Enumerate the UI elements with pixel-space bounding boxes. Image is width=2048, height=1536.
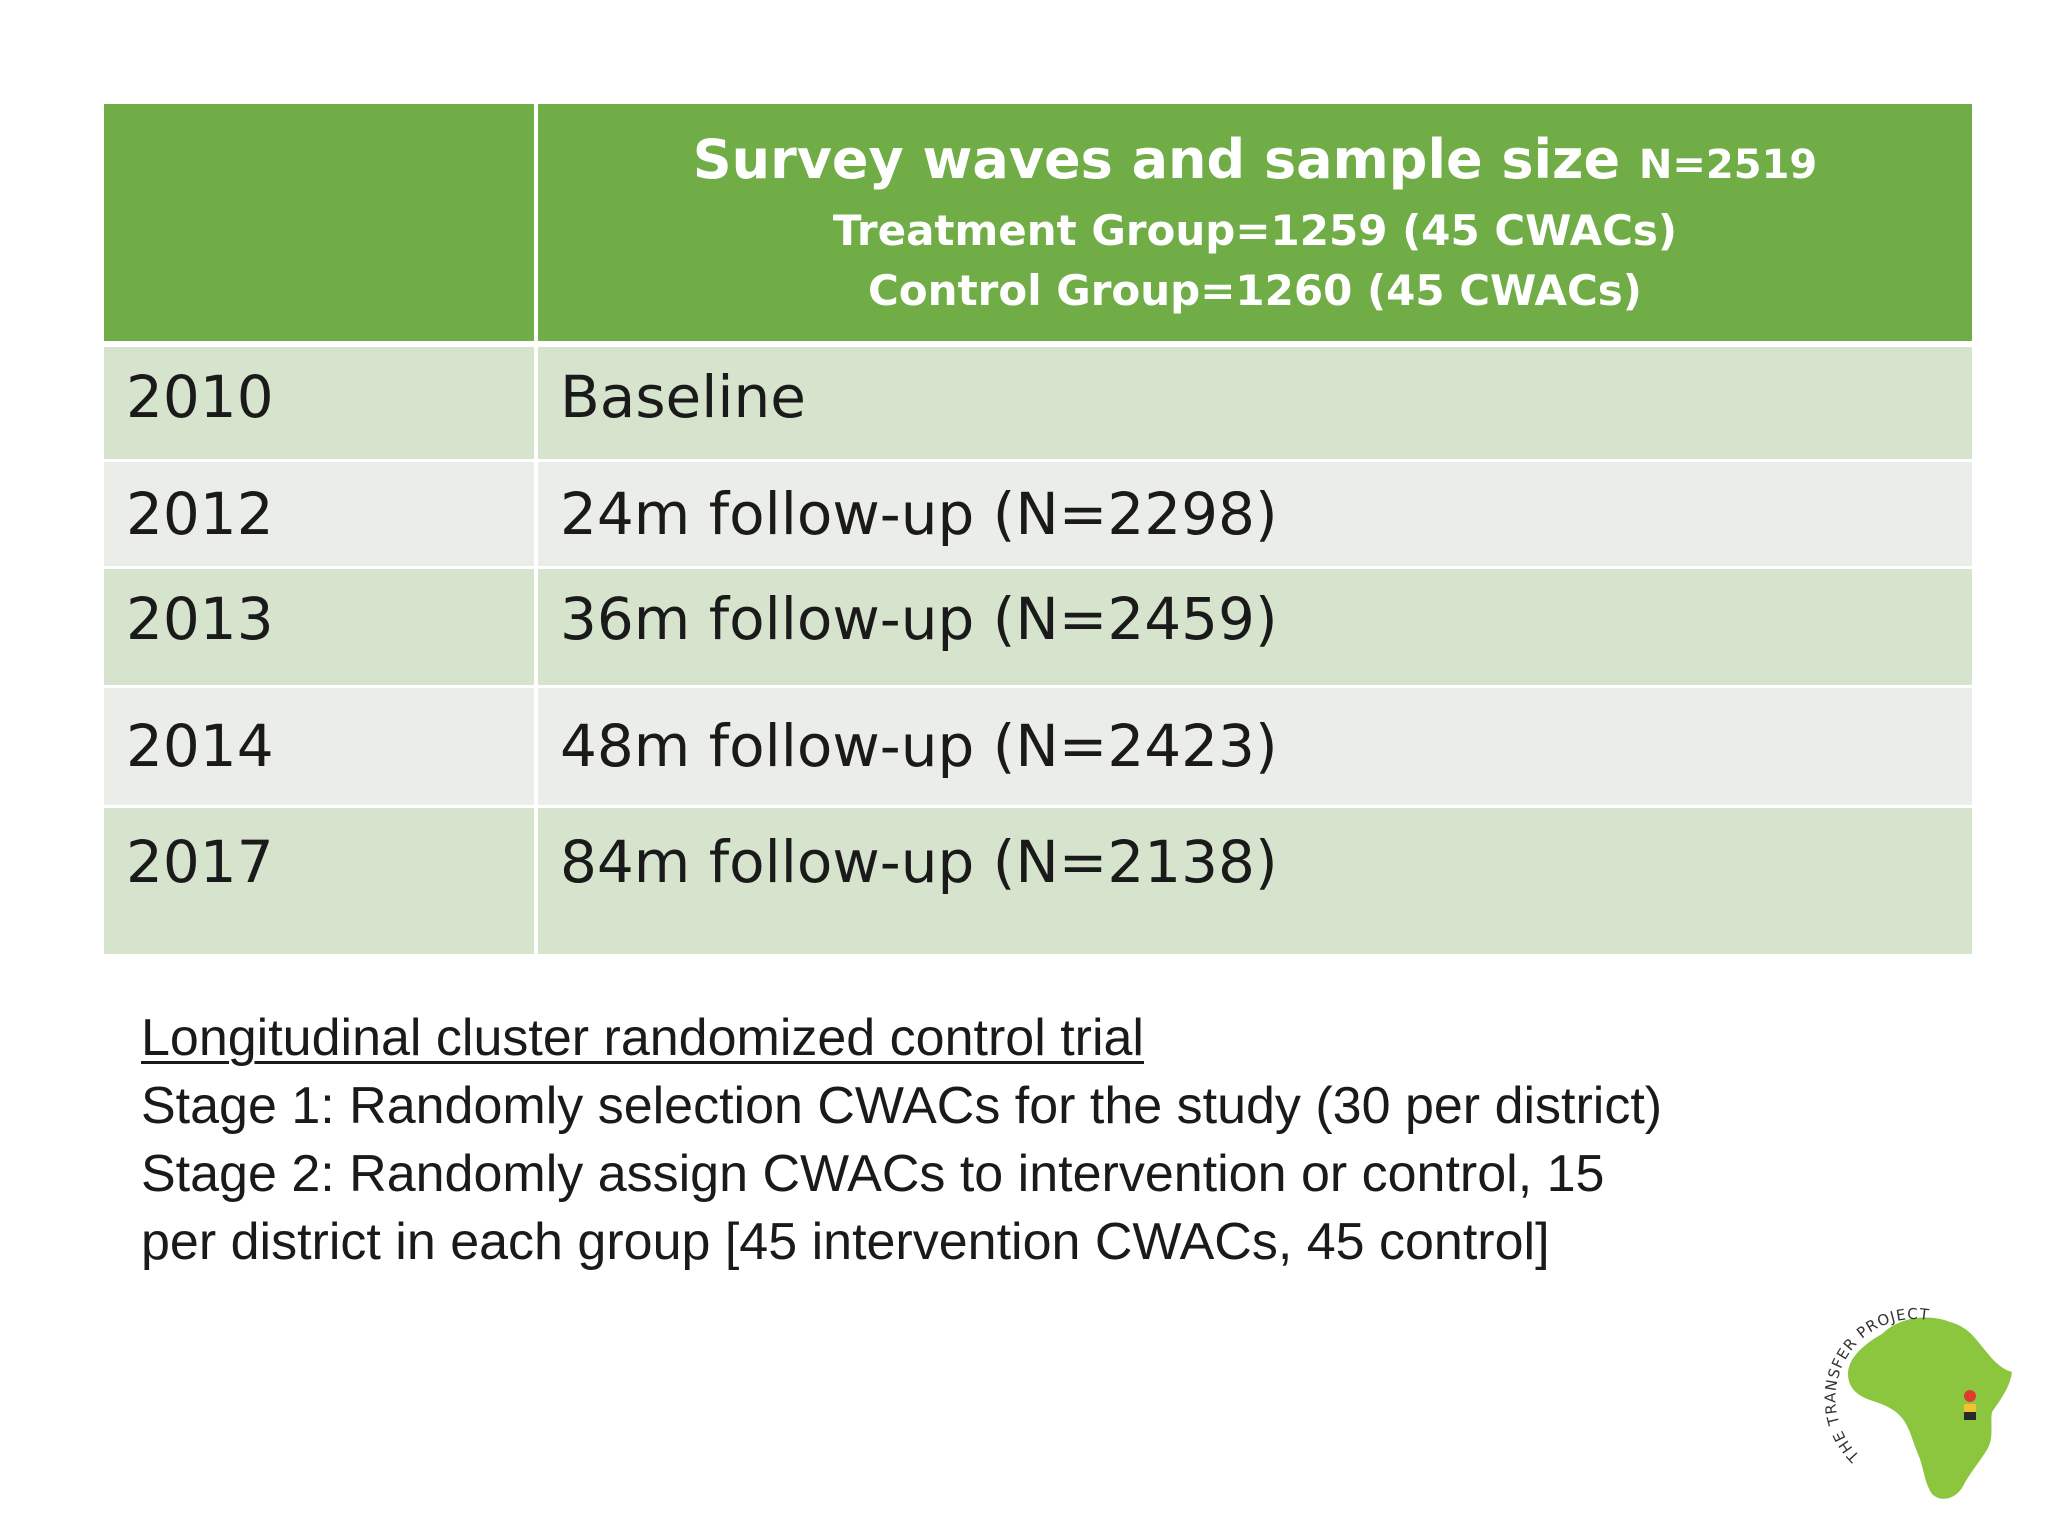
wave-text: Baseline [560, 363, 806, 431]
africa-shape [1848, 1318, 2012, 1499]
header-treatment-group: Treatment Group=1259 (45 CWACs) [832, 206, 1678, 255]
logo-text: THE TRANSFER PROJECT [1821, 1304, 1931, 1466]
header-title: Survey waves and sample size [692, 128, 1621, 191]
study-design-line: Stage 1: Randomly selection CWACs for the study (30 per district) [141, 1077, 1663, 1135]
wave-cell [538, 347, 1972, 462]
year-text: 2012 [126, 480, 274, 548]
figure-head [1964, 1390, 1976, 1402]
year-text: 2014 [126, 712, 274, 780]
year-cell [104, 808, 538, 954]
study-design-line: Stage 2: Randomly assign CWACs to intervention or control, 15 [141, 1145, 1605, 1203]
header-title-cell [538, 104, 1972, 347]
table-row [104, 688, 1972, 808]
africa-map-logo-icon [1820, 1296, 2030, 1506]
wave-cell [538, 569, 1972, 688]
wave-text: 84m follow-up (N=2138) [560, 828, 1278, 896]
wave-text: 48m follow-up (N=2423) [560, 712, 1278, 780]
wave-cell [538, 462, 1972, 569]
header-control-group: Control Group=1260 (45 CWACs) [867, 266, 1642, 315]
year-cell [104, 688, 538, 808]
table-row [104, 462, 1972, 569]
wave-cell [538, 688, 1972, 808]
figure-body [1964, 1404, 1976, 1412]
table-header-row [104, 104, 1972, 347]
table-row [104, 569, 1972, 688]
header-total-n: N=2519 [1638, 142, 1818, 188]
survey-waves-table [104, 104, 1972, 954]
transfer-project-logo [1820, 1296, 2030, 1506]
header-title-line [538, 124, 1972, 201]
figure-legs [1964, 1412, 1976, 1420]
year-cell [104, 569, 538, 688]
table-row [104, 808, 1972, 954]
wave-cell [538, 808, 1972, 954]
study-design-line: per district in each group [45 intervention CWACs, 45 control] [141, 1213, 1550, 1271]
year-text: 2013 [126, 585, 274, 653]
header-empty-cell [104, 104, 538, 347]
wave-text: 36m follow-up (N=2459) [560, 585, 1278, 653]
table-row [104, 347, 1972, 462]
study-design-heading: Longitudinal cluster randomized control trial [141, 1009, 1144, 1067]
wave-text: 24m follow-up (N=2298) [560, 480, 1278, 548]
year-text: 2010 [126, 363, 274, 431]
year-cell [104, 462, 538, 569]
study-design-text [141, 1004, 1941, 1276]
year-text: 2017 [126, 828, 274, 896]
year-cell [104, 347, 538, 462]
